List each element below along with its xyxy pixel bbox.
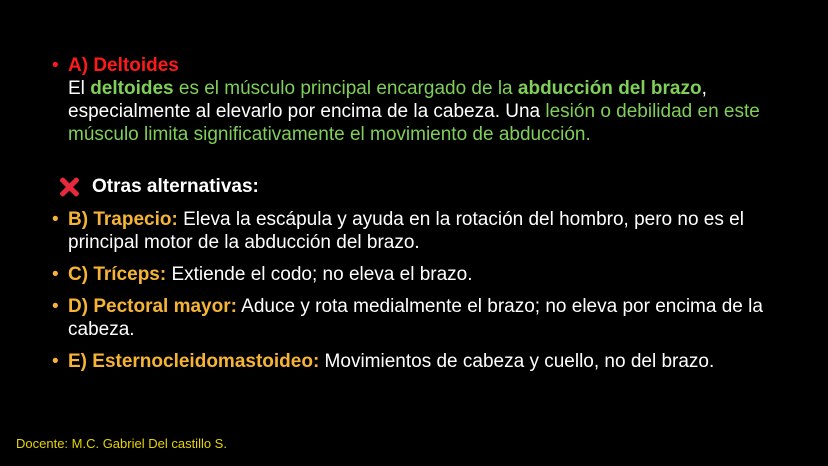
bullet-dot-icon: • — [52, 296, 59, 317]
option-a-text-4: lesión o debilidad en este músculo limita significativamente el movimiento de abducción. — [68, 101, 760, 145]
list-item — [48, 350, 808, 373]
option-label: B) Trapecio: — [68, 209, 178, 230]
option-label: D) Pectoral mayor: — [68, 296, 237, 317]
footer-teacher: Docente: M.C. Gabriel Del castillo S. — [16, 436, 227, 451]
option-a-term-abduccion: abducción del brazo — [517, 78, 702, 99]
bullet-dot-icon: • — [52, 351, 59, 372]
list-item — [48, 208, 808, 254]
bullet-dot-icon: • — [52, 55, 59, 76]
option-text: Extiende el codo; no eleva el brazo. — [166, 264, 473, 285]
others-list — [48, 208, 808, 373]
option-a-text-2: es el músculo principal encargado de la — [173, 78, 518, 99]
option-text: Eleva la escápula y ayuda en la rotación del hombro, pero no es el principal motor de la abducción del brazo. — [68, 209, 744, 253]
option-a-text-1: El — [68, 78, 91, 99]
cross-mark-icon — [58, 176, 80, 198]
option-a-paragraph — [68, 77, 808, 146]
option-a-heading: A) Deltoides — [68, 55, 179, 76]
option-a-text-3: , especialmente al elevarlo por encima de la cabeza. Una — [68, 78, 707, 122]
option-label: E) Esternocleidomastoideo: — [68, 351, 320, 372]
option-a-block — [48, 54, 808, 146]
others-heading-row — [58, 174, 259, 200]
bullet-dot-icon: • — [52, 264, 59, 285]
bullet-dot-icon: • — [52, 209, 59, 230]
option-label: C) Tríceps: — [68, 264, 167, 285]
option-text: Movimientos de cabeza y cuello, no del brazo. — [319, 351, 715, 372]
list-item — [48, 295, 808, 341]
option-a-term-deltoides: deltoides — [90, 78, 174, 99]
option-text: Aduce y rota medialmente el brazo; no eleva por encima de la cabeza. — [68, 296, 763, 340]
others-heading: Otras alternativas: — [92, 176, 259, 197]
option-a-item — [48, 54, 808, 146]
list-item — [48, 263, 808, 286]
